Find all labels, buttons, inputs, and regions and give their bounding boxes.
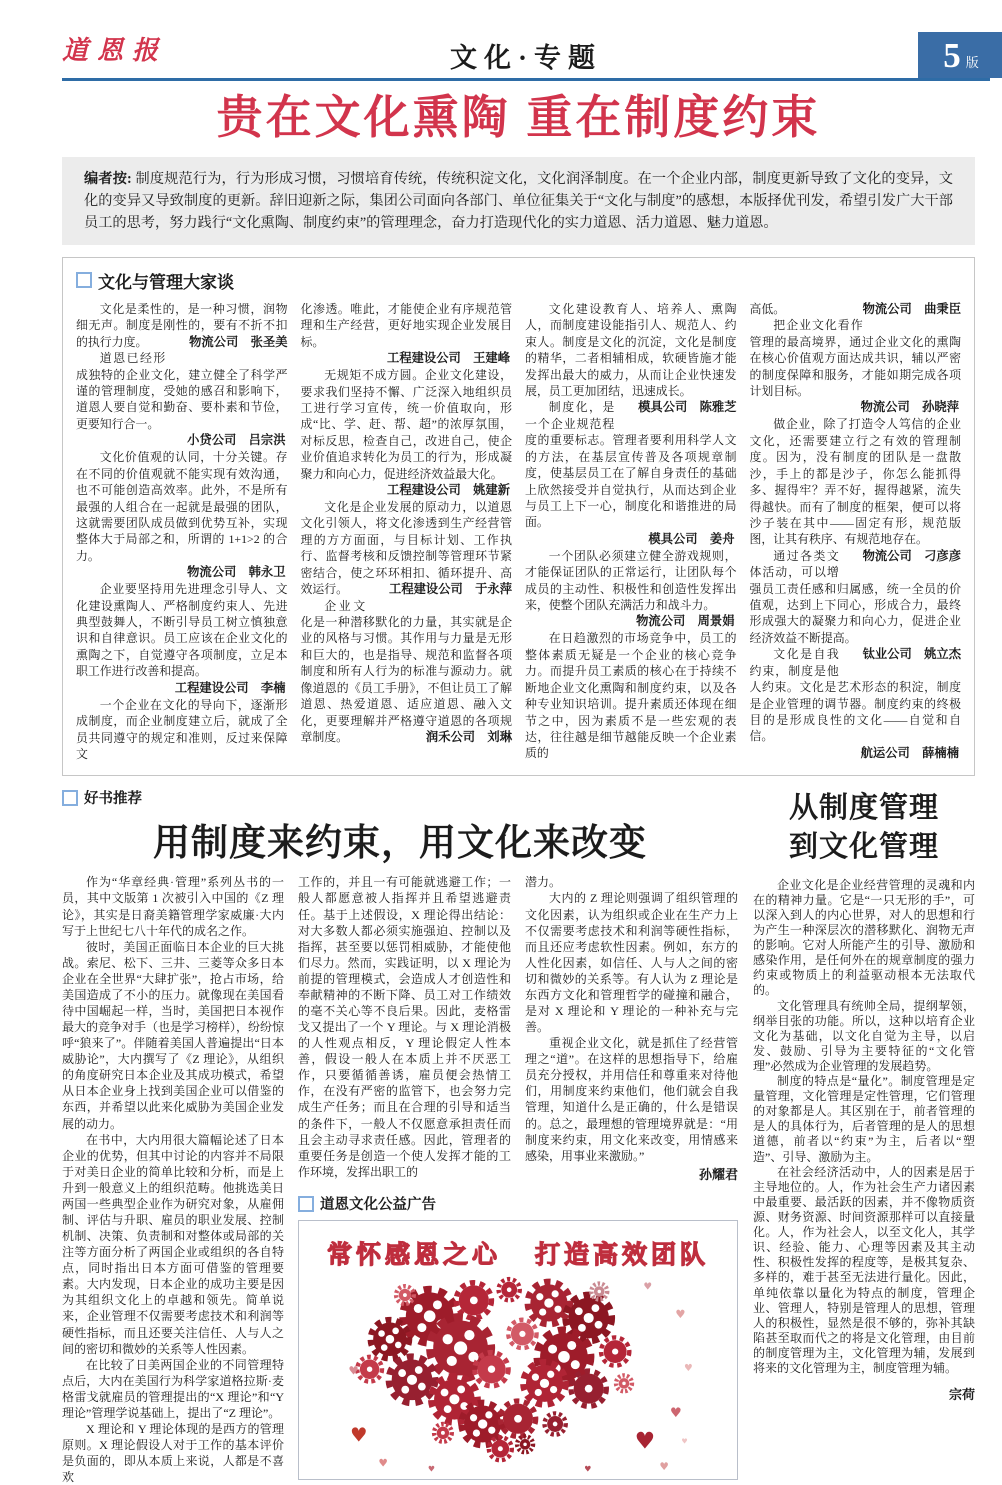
side-paragraph: 文化管理具有统帅全局，提纲挈领，纲举目张的功能。所以，这种以培育企业文化为基础，以文化自觉为主导，以启发、鼓励、引导为主要特征的“文化管理”必然成为企业管理的发展趋势。 bbox=[753, 998, 975, 1073]
page-number: 5 bbox=[943, 35, 961, 75]
book-paragraph: 潜力。 bbox=[525, 875, 562, 890]
talk-signature: 物流公司 刁彦彦 bbox=[862, 548, 961, 563]
ad-kicker bbox=[298, 1193, 738, 1214]
talk-signature: 工程建设公司 于永萍 bbox=[389, 582, 512, 597]
talk-entry: 一个团队必须建立健全游戏规则，才能保证团队的正常运行，让团队每个成员的主动性、积极性和创造性发挥出来，使整个团队充满活力和战斗力。 bbox=[525, 548, 737, 613]
ad-slogan bbox=[299, 1235, 737, 1271]
talk-entry: 高低。 物流公司 曲秉臣 bbox=[749, 301, 961, 316]
ad-slogan-left: 常怀感恩之心 bbox=[326, 1241, 501, 1270]
book-kicker-label: 好书推荐 bbox=[84, 791, 142, 808]
svg-text:♥: ♥ bbox=[584, 1464, 592, 1474]
talks-kicker bbox=[76, 268, 961, 293]
ad-section bbox=[298, 1193, 738, 1480]
svg-text:♥: ♥ bbox=[669, 1406, 682, 1422]
svg-text:♥: ♥ bbox=[427, 1464, 436, 1474]
talks-column-2 bbox=[301, 301, 513, 762]
talk-entry: 文化是柔性的，是一种习惯，润物细无声。制度是刚性的，要有不折不扣的执行力度。 物流公司 张圣美 bbox=[76, 301, 288, 349]
talk-entry: 通过各类文体活动，可以增强员工责任感和归属感，统一全员的价值观，达到上下同心，形成合力，最终形成强大的凝聚力和向心力，促进企业经济效益不断提高。 钛业公司 姚立杰 bbox=[749, 548, 961, 662]
talks-column-1 bbox=[76, 301, 288, 762]
book-review-section bbox=[62, 787, 738, 1485]
talk-signature: 物流公司 韩永卫 bbox=[187, 565, 286, 580]
page-number-label: 版 bbox=[965, 54, 979, 70]
newspaper-page bbox=[62, 26, 979, 1485]
kicker-square-icon bbox=[298, 1196, 314, 1212]
talks-column-3 bbox=[525, 301, 737, 762]
lower-section bbox=[62, 787, 975, 1485]
book-column-3 bbox=[525, 874, 738, 1183]
talk-entry: 文化是自我约束，制度是他人约束。文化是艺术形态的积淀，制度是企业管理的调节器。制度约束的终极目的是形成良性的文化——自觉和自信。 bbox=[749, 647, 961, 744]
ad-slogan-right: 打造高效团队 bbox=[535, 1241, 710, 1270]
talk-entry: 文化价值观的认同，十分关键。存在不同的价值观就不能实现有效沟通，也不可能创造高效率。此外，不是所有最强的人组合在一起就是最强的团队，这就需要团队成员做到优势互补，实现整体大于局部之和，所谓的 1+1>2 的合力。 bbox=[76, 450, 288, 563]
talk-entry: 化渗透。唯此，才能使企业有序规范管理和生产经营，更好地实现企业发展目标。 bbox=[300, 301, 512, 349]
book-kicker bbox=[62, 787, 738, 808]
section-title: 文化·专题 bbox=[449, 43, 603, 73]
book-paragraph: 在比较了日美两国企业的不同管理特点后，大内在美国行为科学家道格拉斯·麦格雷戈就雇员的管理提出的“X 理论”和“Y 理论”管理学说基础上，提出了“Z 理论”。 bbox=[62, 1357, 284, 1420]
talk-entry: 道恩已经形成独特的企业文化，建立健全了科学严谨的管理制度，受她的感召和影响下，道恩人要自觉和勤奋、要朴素和节俭，更要知行合一。 bbox=[76, 351, 288, 431]
editor-note-label: 编者按: bbox=[84, 170, 132, 187]
talk-entry: 把企业文化看作管理的最高境界，通过企业文化的熏陶在核心价值观方面达成共识，辅以严密的制度保障和服务，才能如期完成各项计划目标。 bbox=[749, 318, 961, 398]
svg-text:♥: ♥ bbox=[350, 1423, 368, 1447]
talk-signature: 物流公司 张圣美 bbox=[189, 334, 288, 349]
talk-signature: 钛业公司 姚立杰 bbox=[862, 647, 961, 662]
newspaper-masthead: 道恩报 bbox=[62, 36, 168, 65]
gear-heart-illustration bbox=[300, 1265, 736, 1477]
talk-signature: 航运公司 薛楠楠 bbox=[860, 745, 959, 760]
book-paragraph: 彼时，美国正面临日本企业的巨大挑战。索尼、松下、三井、三菱等众多日本企业在全世界“大肆扩张”，抢占市场，给美国造成了不小的压力。就像现在美国看待中国崛起一样，当时，美国把日本视作最大的竞争对手（也是学习榜样），纷纷惊呼“狼来了”。伴随着美国人普遍提出“日本威胁论”，大内撰写了《Z 理论》，从组织的角度研究日本企业及其成功模式，希望从日本企业身上找到美国企业可以借鉴的东西，并希望以此来化威胁为美国企业发展的动力。 bbox=[62, 939, 285, 1131]
book-paragraph: 重视企业文化，就是抓住了经营管理之“道”。在这样的思想指导下，给雇员充分授权，并用信任和尊重来对待他们，用制度来约束他们，他们就会自我管理，知道什么是正确的，什么是错误的。总之，最理想的管理境界就是：“用制度来约束，用文化来改变，用情感来感染，用事业来激励。” bbox=[525, 1036, 738, 1163]
side-title-line2: 到文化管理 bbox=[788, 831, 939, 864]
svg-text:♥: ♥ bbox=[634, 1428, 656, 1455]
talk-signature: 模具公司 陈雅芝 bbox=[638, 400, 737, 415]
talk-entry: 一个企业在文化的导向下，逐渐形成制度，而企业制度建立后，就成了全员共同遵守的规定和准则，反过来保障文 bbox=[76, 697, 288, 761]
svg-text:♥: ♥ bbox=[684, 1363, 693, 1375]
svg-text:♥: ♥ bbox=[643, 1281, 653, 1293]
talk-entry: 文化建设教育人、培养人、熏陶人，而制度建设能指引人、规范人、约束人。制度是文化的沉淀，文化是制度的精华，二者相辅相成，软硬皆施才能发挥出最大的威力，从而让企业快速发展，员工更加团结，迅速成长。 模具公司 陈雅芝 bbox=[525, 301, 737, 415]
side-author: 宗荷 bbox=[948, 1387, 975, 1403]
talk-signature: 物流公司 孙晓萍 bbox=[860, 400, 959, 415]
talk-entry: 在日趋激烈的市场竞争中，员工的整体素质无疑是一个企业的核心竞争力。而提升员工素质的核心在于持续不断地企业文化熏陶和制度约束，以及各种专业知识培训。提升素质还体现在细节之中，因为素质不是一些宏观的表达，往往越是细节越能反映一个企业素质的 bbox=[525, 631, 737, 761]
side-paragraph: 制度的特点是“量化”。制度管理是定量管理，文化管理是定性管理，它们管理的对象都是人。其区别在于，前者管理的是人的具体行为，后者管理的是人的思想道德，前者以“约束”为主，后者以“塑造”、引导、激励为主。 bbox=[753, 1074, 975, 1164]
book-article-body bbox=[62, 874, 738, 1485]
ad-kicker-label: 道恩文化公益广告 bbox=[320, 1197, 436, 1214]
talk-signature: 工程建设公司 王建峰 bbox=[387, 351, 510, 366]
side-paragraph: 在社会经济活动中，人的因素是居于主导地位的。人，作为社会生产力诸因素中最重要、最活跃的因素，并不像物质资源、财务资源、时间资源那样可以直接量化。人，作为社会人，以至文化人，其学识、经验、能力、心理等因素及其主动性、积极性发挥的程度等，是极其复杂、多样的，难于甚至无法进行量化。因此，单纯依靠以量化为特点的制度，管理企业、管理人，特别是管理人的思想，管理人的积极性，显然是很不够的，弥补其缺陷甚至取而代之的将是文化管理，由目前的制度管理为主，文化管理为辅，发展到将来的文化管理为主，制度管理为辅。 bbox=[753, 1164, 975, 1376]
side-article-body bbox=[753, 878, 975, 1377]
talk-signature: 小贷公司 吕宗洪 bbox=[187, 433, 286, 448]
svg-text:♥: ♥ bbox=[348, 1363, 359, 1378]
book-author: 孙耀君 bbox=[698, 1166, 738, 1182]
book-paragraph: X 理论和 Y 理论体现的是西方的管理原则。X 理论假设人对于工作的基本评价是负面的，即从本质上来说，人都是不喜欢 bbox=[62, 1422, 284, 1485]
talk-entry: 文化是企业发展的原动力，以道恩文化引领人，将文化渗透到生产经营管理的方方面面，与目标计划、工作执行、监督考核和反馈控制等管理环节紧密结合，使之环环相扣、循环提升、高效运行。 工程建设公司 于永萍 bbox=[300, 500, 512, 597]
book-paragraph: 作为“华章经典·管理”系列丛书的一员，其中文版第 1 次被引入中国的《Z 理论》，其实是日裔美籍管理学家威廉·大内写于上世纪七八十年代的成名之作。 bbox=[62, 875, 284, 938]
side-title-line1: 从制度管理 bbox=[788, 792, 939, 825]
book-paragraph: 大内的 Z 理论则强调了组织管理的文化因素，认为组织或企业在生产力上不仅需要考虑技术和利润等硬性指标，而且还应考虑软性因素。例如，东方的人性化因素，如信任、人与人之间的密切和微妙的关系等。有人认为 Z 理论是东西方文化和管理哲学的碰撞和融合，是对 X 理论和 Y 理论的一种补充与完善。 bbox=[525, 891, 738, 1035]
talks-section bbox=[62, 257, 975, 776]
page-number-badge bbox=[918, 32, 1002, 78]
page-header bbox=[62, 26, 990, 81]
book-paragraph: 在书中，大内用很大篇幅论述了日本企业的优势，但其中讨论的内容并不局限于对美日企业的简单比较和分析，而是上升到一般意义上的组织范畴。他挑选美日两国一些典型企业作为研究对象，从雇佣制、评估与升职、雇员的职业发展、控制机制、决策、负责制和对整体或局部的关注等方面分析了两国企业或组织的各自特点，同时指出日本方面可借鉴的管理要素。大内发现，日本企业的成功主要是因为其组织文化上的卓越和领先。简单说来，企业管理不仅需要考虑技术和利润等硬性指标，而且还要关注信任、人与人之间的密切和微妙的关系等人性因素。 bbox=[62, 1132, 284, 1356]
side-article-title bbox=[753, 789, 975, 867]
svg-text:♥: ♥ bbox=[659, 1461, 669, 1474]
book-column-1 bbox=[62, 874, 284, 1485]
editor-note-text: 制度规范行为，行为形成习惯，习惯培育传统，传统积淀文化，文化润泽制度。在一个企业内部，制度更新导致了文化的变异，文化的变异又导致制度的更新。辞旧迎新之际，集团公司面向各部门、单位征集关于“文化与制度”的感想，本版择优刊发，希望引发广大干部员工的思考，努力践行“文化熏陶、制度约束”的管理理念，奋力打造现代化的实力道恩、活力道恩、魅力道恩。 bbox=[84, 170, 953, 231]
talk-signature: 润禾公司 刘琳 bbox=[425, 729, 512, 744]
book-right-area bbox=[298, 874, 738, 1485]
side-article bbox=[753, 787, 975, 1485]
book-paragraph: 工作的，并且一有可能就逃避工作；一般人都愿意被人指挥并且希望逃避责任。基于上述假设，X 理论得出结论：对大多数人都必须实施强迫、控制以及指挥，甚至要以惩罚相威胁，才能使他们尽力。然而，实践证明，以 X 理论为前提的管理模式，会造成人才创造性和奉献精神的不断下降、员工对工作绩效的毫不关心等不良后果。因此，麦格雷戈又提出了一个 Y 理论。与 X 理论消极的人性观点相反，Y 理论假定人性本善，假设一般人在本质上并不厌恶工作，只要循循善诱，雇员便会热情工作，在没有严密的监管下，也会努力完成生产任务；而且在合理的引导和适当的条件下，一般人不仅愿意承担责任而且会主动寻求责任感。因此，管理者的重要任务是创造一个使人发挥才能的工作环境，发挥出职工的 bbox=[298, 875, 511, 1179]
editor-note bbox=[62, 157, 975, 245]
talk-entry: 做企业，除了打造令人笃信的企业文化，还需要建立行之有效的管理制度。因为，没有制度的团队是一盘散沙，手上的都是沙子，你怎么能抓得多、握得牢？弄不好，握得越紧，流失得越快。而有了制度的框架，便可以将沙子装在其中——固定有形，规范版图，让其有秩序、有规范地存在。 物流公司 刁彦彦 bbox=[749, 417, 961, 563]
talk-signature: 工程建设公司 李楠 bbox=[174, 680, 286, 695]
talk-signature: 物流公司 周景娟 bbox=[636, 614, 735, 629]
talks-column-4 bbox=[750, 301, 962, 762]
svg-text:♥: ♥ bbox=[681, 1436, 688, 1446]
talks-columns bbox=[76, 301, 961, 762]
talk-entry: 企业要坚持用先进理念引导人、文化建设熏陶人、严格制度约束人、先进典型鼓舞人，不断引导员工树立慎独意识和自律意识。员工应该在企业文化的熏陶之下，自觉遵守各项制度，立足本职工作进行改善和提高。 bbox=[76, 582, 288, 679]
talk-entry: 企业文化是一种潜移默化的力量，其实就是企业的风格与习惯。其作用与力量是无形和巨大的，也是指导、规范和监督各项制度和所有人行为的标准与源动力。就像道恩的《员工手册》，不但让员工了解道恩、热爱道恩、适应道恩、融入文化，更要理解并严格遵守道恩的各项规章制度。 润禾公司 刘琳 bbox=[300, 598, 512, 744]
kicker-square-icon bbox=[62, 790, 78, 806]
talk-entry: 无规矩不成方圆。企业文化建设，要求我们坚持不懈、广泛深入地组织员工进行学习宣传，统一价值取向，形成“比、学、赶、帮、超”的浓厚氛围，对标反思，检查自己，改进自己，使企业价值追求转化为员工的行为，形成凝聚力和向心力，促进经济效益最大化。 bbox=[300, 368, 512, 481]
talk-entry: 制度化，是一个企业规范程度的重要标志。管理者要利用科学人文的方法，在基层宣传普及各项规章制度，使基层员工在了解自身责任的基础上欣然接受并自觉执行，从而达到企业与员工上下一心，制度化和谐推进的局面。 bbox=[525, 400, 737, 530]
kicker-square-icon bbox=[76, 272, 92, 288]
book-article-title: 用制度来约束，用文化来改变 bbox=[153, 822, 647, 864]
talk-signature: 工程建设公司 姚建新 bbox=[387, 483, 510, 498]
main-headline: 贵在文化熏陶 重在制度约束 bbox=[216, 91, 821, 143]
svg-text:♥: ♥ bbox=[378, 1457, 388, 1470]
book-columns-2-3 bbox=[298, 874, 738, 1183]
talk-signature: 物流公司 曲秉臣 bbox=[862, 301, 961, 316]
talks-kicker-label: 文化与管理大家谈 bbox=[98, 272, 234, 292]
talk-signature: 模具公司 姜舟 bbox=[648, 531, 735, 546]
svg-text:♥: ♥ bbox=[675, 1307, 686, 1322]
ad-box bbox=[298, 1220, 738, 1480]
side-paragraph: 企业文化是企业经营管理的灵魂和内在的精神力量。它是“一只无形的手”，可以深入到人的内心世界，对人的思想和行为产生一种深层次的潜移默化、润物无声的影响。它对人所能产生的引导、激励和感染作用，是任何外在的规章制度的强力约束或物质上的利益驱动根本无法取代的。 bbox=[753, 877, 975, 998]
book-column-2 bbox=[298, 874, 511, 1183]
